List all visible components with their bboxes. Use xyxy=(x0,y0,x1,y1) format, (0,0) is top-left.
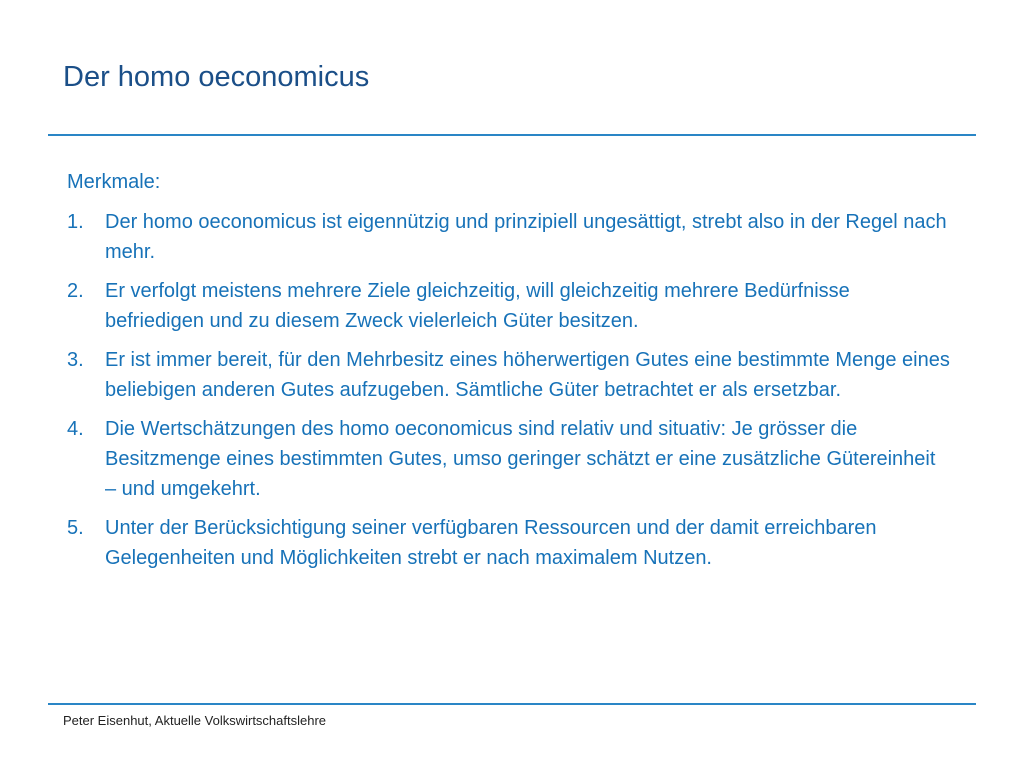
intro-label: Merkmale: xyxy=(67,171,161,193)
list-item-text: Unter der Berücksichtigung seiner verfügbaren Ressourcen und der damit erreichbaren Gelegenheiten und Möglichkeiten strebt er nach maximalem Nutzen. xyxy=(105,517,877,569)
bottom-divider xyxy=(48,703,976,705)
list-item-text: Der homo oeconomicus ist eigennützig und prinzipiell ungesättigt, strebt also in der Regel nach mehr. xyxy=(105,211,947,263)
slide-content xyxy=(67,167,952,582)
list-item xyxy=(67,414,952,504)
list-item-number: 1. xyxy=(67,211,84,233)
list-item-number: 2. xyxy=(67,280,84,302)
list-item xyxy=(67,276,952,336)
top-divider xyxy=(48,134,976,136)
list-item xyxy=(67,513,952,573)
list-item-number: 4. xyxy=(67,418,84,440)
feature-list xyxy=(67,207,952,573)
list-item-text: Die Wertschätzungen des homo oeconomicus sind relativ und situativ: Je grösser die Besitzmenge eines bestimmten Gutes, umso geringer schätzt er eine zusätzliche Gütereinheit – und umgekehrt. xyxy=(105,418,936,500)
list-item-number: 5. xyxy=(67,517,84,539)
slide-title: Der homo oeconomicus xyxy=(63,61,370,93)
list-item-number: 3. xyxy=(67,349,84,371)
list-item-text: Er verfolgt meistens mehrere Ziele gleichzeitig, will gleichzeitig mehrere Bedürfnisse befriedigen und zu diesem Zweck vielerleich Güter besitzen. xyxy=(105,280,850,332)
list-item xyxy=(67,207,952,267)
list-item xyxy=(67,345,952,405)
footer-credit: Peter Eisenhut, Aktuelle Volkswirtschaftslehre xyxy=(63,713,327,728)
list-item-text: Er ist immer bereit, für den Mehrbesitz eines höherwertigen Gutes eine bestimmte Menge eines beliebigen anderen Gutes aufzugeben. Sämtliche Güter betrachtet er als ersetzbar. xyxy=(105,349,950,401)
